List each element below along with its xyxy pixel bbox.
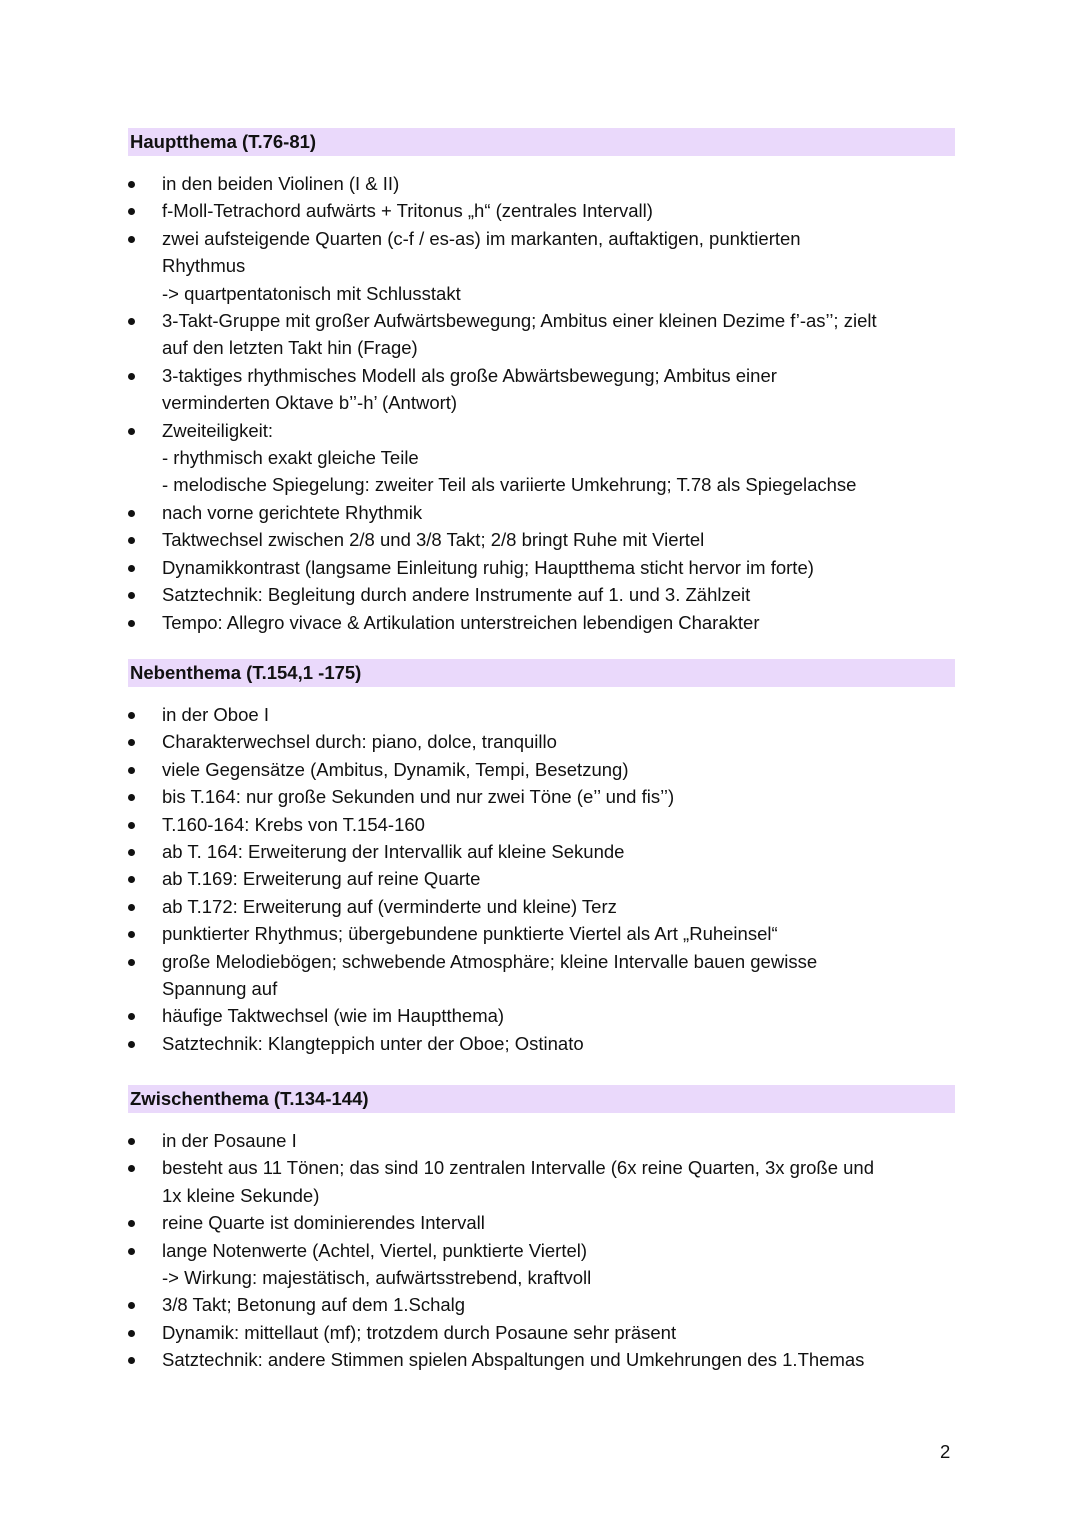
list-item-text: in der Posaune I <box>162 1130 297 1151</box>
list-item-text: punktierter Rhythmus; übergebundene punktierte Viertel als Art „Ruheinsel“ <box>162 923 778 945</box>
bullet-icon <box>128 904 135 911</box>
list-item-text: ab T.169: Erweiterung auf reine Quarte <box>162 868 481 890</box>
list-item-text: Dynamik: mittellaut (mf); trotzdem durch Posaune sehr präsent <box>162 1321 677 1343</box>
list-item <box>128 609 955 636</box>
list-item-text: auf den letzten Takt hin (Frage) <box>162 337 418 359</box>
list-item-text: Satztechnik: Begleitung durch andere Instrumente auf 1. und 3. Zählzeit <box>162 584 751 606</box>
list-item-text: Spannung auf <box>162 978 278 1000</box>
section-heading: Nebenthema (T.154,1 -175) <box>128 659 955 687</box>
list-item-text: häufige Taktwechsel (wie im Hauptthema) <box>162 1005 505 1027</box>
section-heading: Hauptthema (T.76-81) <box>128 128 955 156</box>
bullet-icon <box>128 1302 135 1309</box>
list-item-text: bis T.164: nur große Sekunden und nur zwei Töne (e’’ und fis’’) <box>162 786 675 808</box>
list-item <box>128 1291 955 1318</box>
list-item <box>128 197 955 224</box>
bullet-icon <box>128 592 135 599</box>
list-item <box>128 838 955 865</box>
bullet-list <box>128 170 955 636</box>
list-item-text: -> Wirkung: majestätisch, aufwärtsstrebend, kraftvoll <box>162 1267 592 1289</box>
list-item-text: reine Quarte ist dominierendes Intervall <box>162 1212 485 1234</box>
bullet-icon <box>128 712 135 719</box>
bullet-icon <box>128 1248 135 1255</box>
bullet-icon <box>128 1220 135 1227</box>
bullet-icon <box>128 767 135 774</box>
section-hauptthema <box>128 128 955 636</box>
bullet-icon <box>128 1330 135 1337</box>
bullet-icon <box>128 537 135 544</box>
bullet-icon <box>128 565 135 572</box>
bullet-icon <box>128 959 135 966</box>
list-item <box>128 1002 955 1029</box>
list-item <box>128 170 955 197</box>
list-item <box>128 554 955 581</box>
list-item-text: in der Oboe I <box>162 704 269 725</box>
list-item <box>128 499 955 526</box>
list-item <box>128 362 955 417</box>
list-item <box>128 1209 955 1236</box>
list-item <box>128 920 955 947</box>
list-item-text: nach vorne gerichtete Rhythmik <box>162 501 423 523</box>
list-item <box>128 1127 955 1154</box>
bullet-icon <box>128 1013 135 1020</box>
bullet-icon <box>128 876 135 883</box>
list-item-text: -> quartpentatonisch mit Schlusstakt <box>162 282 461 304</box>
bullet-icon <box>128 373 135 380</box>
bullet-icon <box>128 739 135 746</box>
list-item-text: ab T. 164: Erweiterung der Intervallik auf kleine Sekunde <box>162 841 625 863</box>
list-item <box>128 865 955 892</box>
list-item-text: 3-Takt-Gruppe mit großer Aufwärtsbewegung; Ambitus einer kleinen Dezime f’-as’’; zielt <box>162 310 877 332</box>
list-item-text: lange Notenwerte (Achtel, Viertel, punktierte Viertel) <box>162 1239 588 1261</box>
bullet-list <box>128 1127 955 1374</box>
bullet-icon <box>128 181 135 188</box>
list-item <box>128 893 955 920</box>
list-item <box>128 417 955 499</box>
list-item <box>128 225 955 307</box>
bullet-icon <box>128 318 135 325</box>
list-item-text: Tempo: Allegro vivace & Artikulation unterstreichen lebendigen Charakter <box>162 611 760 633</box>
list-item <box>128 811 955 838</box>
list-item <box>128 1030 955 1057</box>
bullet-icon <box>128 1165 135 1172</box>
list-item-text: Satztechnik: andere Stimmen spielen Abspaltungen und Umkehrungen des 1.Themas <box>162 1349 865 1371</box>
list-item <box>128 783 955 810</box>
bullet-icon <box>128 931 135 938</box>
list-item-text: - rhythmisch exakt gleiche Teile <box>162 447 419 469</box>
bullet-icon <box>128 849 135 856</box>
section-nebenthema <box>128 659 955 1057</box>
bullet-icon <box>128 1041 135 1048</box>
list-item-text: ab T.172: Erweiterung auf (verminderte und kleine) Terz <box>162 895 617 917</box>
list-item-text: f-Moll-Tetrachord aufwärts + Tritonus „h“ (zentrales Intervall) <box>162 200 653 222</box>
list-item-text: Satztechnik: Klangteppich unter der Oboe; Ostinato <box>162 1032 584 1054</box>
bullet-icon <box>128 620 135 627</box>
list-item <box>128 1319 955 1346</box>
list-item-text: 1x kleine Sekunde) <box>162 1184 320 1206</box>
list-item-text: zwei aufsteigende Quarten (c-f / es-as) im markanten, auftaktigen, punktierten <box>162 227 801 249</box>
list-item <box>128 581 955 608</box>
bullet-list <box>128 701 955 1057</box>
section-heading: Zwischenthema (T.134-144) <box>128 1085 955 1113</box>
list-item-text: verminderten Oktave b’’-h’ (Antwort) <box>162 392 458 414</box>
list-item <box>128 526 955 553</box>
list-item-text: in den beiden Violinen (I & II) <box>162 173 400 194</box>
list-item <box>128 701 955 728</box>
list-item-text: Zweiteiligkeit: <box>162 419 274 441</box>
list-item <box>128 1154 955 1209</box>
list-item-text: - melodische Spiegelung: zweiter Teil als variierte Umkehrung; T.78 als Spiegelachse <box>162 474 857 496</box>
list-item <box>128 948 955 1003</box>
bullet-icon <box>128 1138 135 1145</box>
list-item-text: 3-taktiges rhythmisches Modell als große Abwärtsbewegung; Ambitus einer <box>162 364 777 386</box>
list-item <box>128 728 955 755</box>
list-item-text: Dynamikkontrast (langsame Einleitung ruhig; Hauptthema sticht hervor im forte) <box>162 556 814 578</box>
list-item <box>128 1237 955 1292</box>
page-number: 2 <box>940 1441 951 1462</box>
bullet-icon <box>128 1357 135 1364</box>
bullet-icon <box>128 794 135 801</box>
list-item-text: besteht aus 11 Tönen; das sind 10 zentralen Intervalle (6x reine Quarten, 3x große und <box>162 1157 875 1179</box>
bullet-icon <box>128 236 135 243</box>
list-item-text: Rhythmus <box>162 255 246 277</box>
list-item <box>128 756 955 783</box>
list-item-text: T.160-164: Krebs von T.154-160 <box>162 813 425 835</box>
list-item <box>128 1346 955 1373</box>
bullet-icon <box>128 510 135 517</box>
list-item-text: Charakterwechsel durch: piano, dolce, tranquillo <box>162 731 557 753</box>
bullet-icon <box>128 822 135 829</box>
bullet-icon <box>128 208 135 215</box>
section-zwischenthema <box>128 1085 955 1374</box>
list-item <box>128 307 955 362</box>
list-item-text: viele Gegensätze (Ambitus, Dynamik, Tempi, Besetzung) <box>162 758 629 780</box>
list-item-text: große Melodiebögen; schwebende Atmosphäre; kleine Intervalle bauen gewisse <box>162 950 818 972</box>
list-item-text: Taktwechsel zwischen 2/8 und 3/8 Takt; 2/8 bringt Ruhe mit Viertel <box>162 529 705 551</box>
bullet-icon <box>128 428 135 435</box>
list-item-text: 3/8 Takt; Betonung auf dem 1.Schalg <box>162 1294 466 1316</box>
